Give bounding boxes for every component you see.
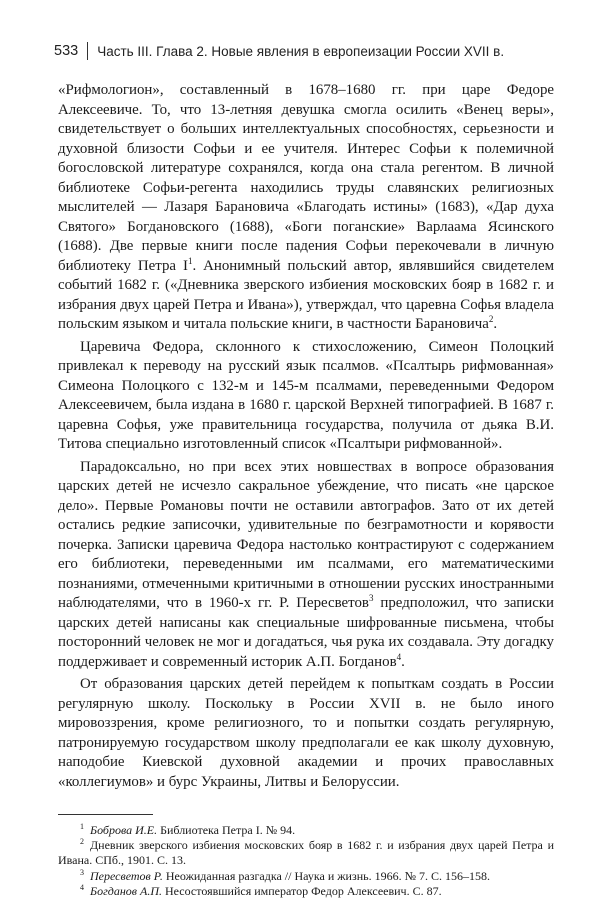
footnote-4 (58, 884, 554, 899)
footnote-text: Неожиданная разгадка // Наука и жизнь. 1966. № 7. С. 156–158. (162, 868, 491, 883)
paragraph-text: Царевича Федора, склонного к стихосложению, Симеон Полоцкий привлекал к переводу на русский язык псалмов. «Псалтырь рифмованная» Симеона Полоцкого с 132-м и 145-м псалмами, переведенными Федором Алексеевичем, была издана в 1680 г. царской Верхней типографией. В 1687 г. царевна Софья, уже правительница государства, получила от дьяка В.И. Титова специально изготовленный список «Псалтыри рифмованной». (58, 338, 554, 452)
footnote-author: Боброва И.Е. (90, 823, 158, 837)
footnote-text: Библиотека Петра I. № 94. (157, 823, 296, 837)
footnote-1 (58, 823, 554, 838)
footnote-ref-4[interactable]: 4 (396, 651, 402, 662)
page-number: 533 (54, 43, 79, 59)
paragraph-1 (58, 81, 554, 335)
paragraph-text: От образования царских детей перейдем к попыткам создать в России регулярную школу. Поскольку в России XVII в. не было иного мировоззрения, кроме религиозного, то и попытки создать регулярную, патронируемую государством школу предполагали ее как школу духовную, наподобие Киевской духовной академии и прочих православных «коллегиумов» и бурс Украины, Литвы и Белоруссии. (58, 676, 554, 790)
header-divider (87, 42, 88, 60)
footnotes (58, 823, 554, 899)
paragraph-text: . (493, 316, 498, 332)
paragraph-4 (58, 675, 554, 792)
paragraph-3 (58, 458, 554, 673)
footnote-number: 1 (80, 822, 84, 831)
footnote-2 (58, 838, 554, 868)
footnote-ref-2[interactable]: 2 (488, 314, 494, 325)
footnote-ref-3[interactable]: 3 (368, 593, 374, 604)
footnote-author: Пересветов Р. (90, 868, 163, 883)
footnote-divider (58, 814, 153, 815)
footnote-author: Богданов А.П. (90, 883, 162, 898)
footnote-number: 4 (80, 882, 84, 892)
footnote-number: 3 (80, 867, 84, 877)
paragraph-2 (58, 338, 554, 455)
paragraph-text: предположил, что записки царских детей написаны как специальные шифрованные письмена, чтобы посторонний человек не мог и догадаться, чья рука их создавала. Эту догадку поддерживает и современный историк А.П. Богданов (58, 595, 555, 670)
running-header (54, 38, 554, 64)
main-text (58, 81, 554, 792)
running-title: Часть III. Глава 2. Новые явления в европеизации России XVII в. (97, 43, 505, 59)
footnote-text: Несостоявшийся император Федор Алексеевич. С. 87. (162, 883, 442, 898)
footnote-text: Дневник зверского избиения московских бояр в 1682 г. и избрания двух царей Петра и Ивана. СПб., 1901. С. 13. (58, 838, 554, 868)
paragraph-text: «Рифмологион», составленный в 1678–1680 гг. при царе Федоре Алексеевиче. То, что 13-летняя девушка смогла осилить «Венец веры», свидетельствует о больших интеллектуальных способностях, серьезности и духовной близости Софьи и ее учителя. Интерес Софьи к полемичной богословской литературе сохранялся, когда она стала регентом. В личной библиотеке Софьи-регента находились труды славянских религиозных мыслителей — Лазаря Барановича «Благодать истины» (1683), «Дар духа Святого» Богдановского (1688), «Боги поганские» Варлаама Ясинского (1688). Две первые книги после падения Софьи перекочевали в личную библиотеку Петра I (58, 82, 554, 274)
footnote-ref-1[interactable]: 1 (187, 255, 193, 266)
paragraph-text: . Анонимный польский автор, являвшийся свидетелем событий 1682 г. («Дневника зверского избиения московских бояр в 1682 г. и избрания двух царей Петра и Ивана»), утверждал, что царевна Софья владела польским языком и читала польские книги, в частности Барановича (58, 257, 554, 332)
paragraph-text: Парадоксально, но при всех этих новшествах в вопросе образования царских детей не исчезло сакральное убеждение, что писать «не царское дело». Первые Романовы почти не оставили автографов. Зато от их детей остались редкие записочки, удивительные по безграмотности и корявости почерка. Записки царевича Федора настолько контрастируют с содержанием его библиотеки, переведенными им псалмами, его математическими познаниями, отмеченными критичными в отношении русских иностранными наблюдателями, что в 1960-х гг. Р. Пересветов (58, 458, 554, 611)
paragraph-text: . (401, 653, 405, 670)
footnote-number: 2 (80, 837, 84, 847)
footnote-3 (58, 869, 554, 884)
